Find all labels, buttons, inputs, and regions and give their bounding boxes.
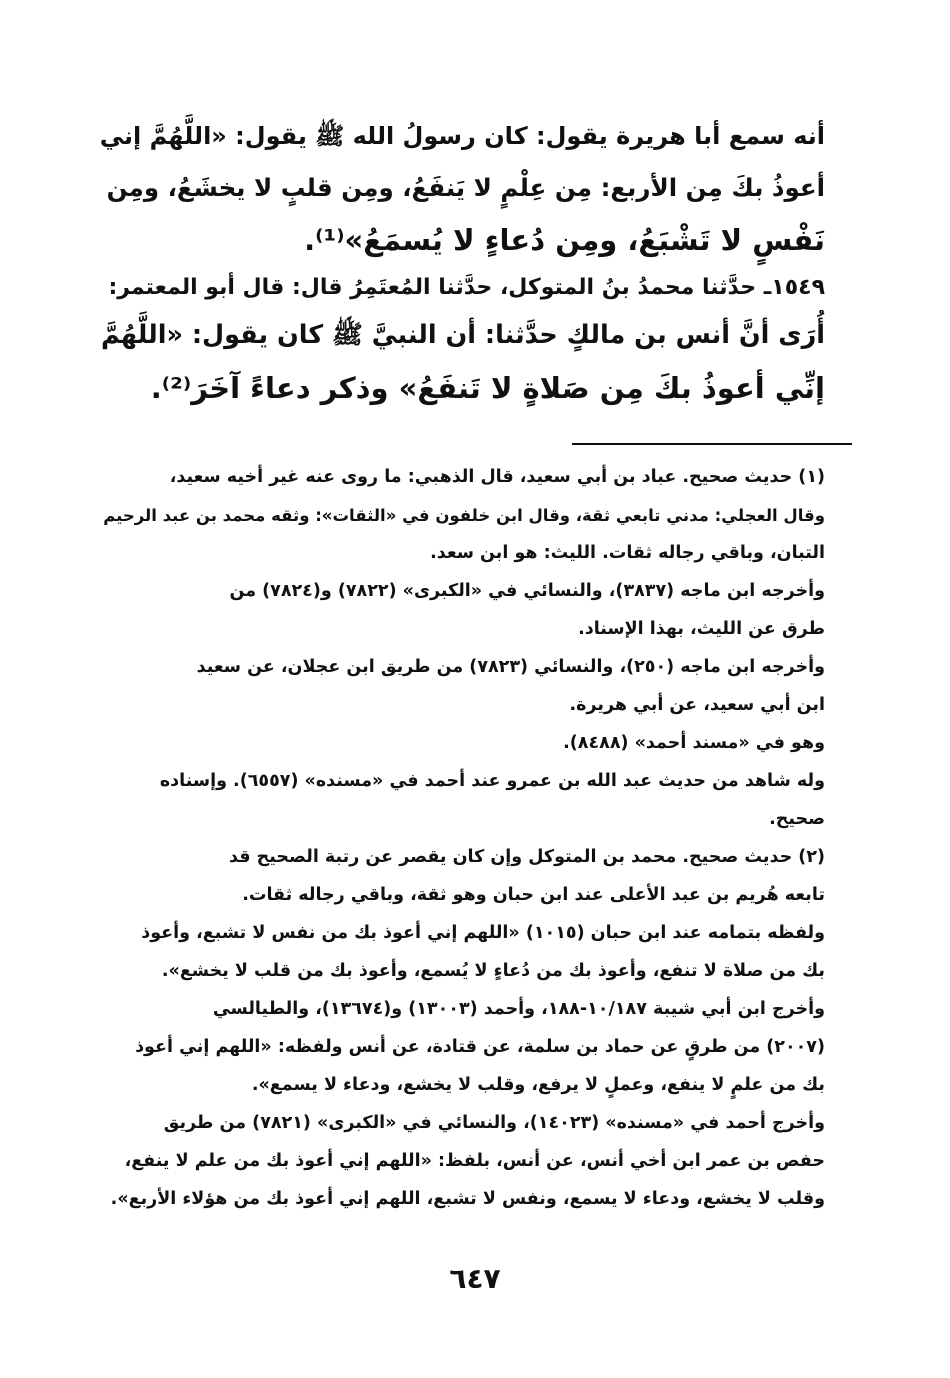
main-text-line: أُرَى أنَّ أنس بن مالكٍ حدَّثنا: أن النبيَّ ﷺ كان يقول: «اللَّهُمَّ <box>100 320 825 351</box>
page-number: ٦٤٧ <box>449 1262 501 1295</box>
hadith-isnad-line: ١٥٤٩ـ حدَّثنا محمدُ بنُ المتوكل، حدَّثنا المُعتَمِرُ قال: قال أبو المعتمر: <box>108 275 825 300</box>
footnote-line: (٢) حديث صحيح. محمد بن المتوكل وإن كان يقصر عن رتبة الصحيح قد <box>228 847 825 867</box>
footnote-line: بك من صلاة لا تنفع، وأعوذ بك من دُعاءٍ لا يُسمع، وأعوذ بك من قلب لا يخشع». <box>161 961 825 981</box>
main-hadith-text <box>100 110 825 414</box>
footnote-line: وأخرج ابن أبي شيبة ١٠/١٨٧-١٨٨، وأحمد (١٣٠٠٣) و(١٣٦٧٤)، والطيالسي <box>212 999 825 1019</box>
footnote-line: تابعه هُريم بن عبد الأعلى عند ابن حبان وهو ثقة، وباقي رجاله ثقات. <box>242 885 825 905</box>
footnote-line: بك من علمٍ لا ينفع، وعملٍ لا يرفع، وقلب لا يخشع، ودعاء لا يسمع». <box>251 1075 825 1095</box>
footnote-line: ابن أبي سعيد، عن أبي هريرة. <box>569 695 825 715</box>
footnote-line: التبان، وباقي رجاله ثقات. الليث: هو ابن سعد. <box>430 543 825 563</box>
footnote-line: (٢٠٠٧) من طرقٍ عن حماد بن سلمة، عن قتادة، عن أنس ولفظه: «اللهم إني أعوذ <box>135 1037 825 1057</box>
footnote-line: وأخرج أحمد في «مسنده» (١٤٠٢٣)، والنسائي في «الكبرى» (٧٨٢١) من طريق <box>163 1113 825 1133</box>
footnote-line: (١) حديث صحيح. عباد بن أبي سعيد، قال الذهبي: ما روى عنه غير أخيه سعيد، <box>169 467 825 487</box>
footnote-line: حفص بن عمر ابن أخي أنس، عن أنس، بلفظ: «اللهم إني أعوذ بك من علم لا ينفع، <box>124 1151 825 1171</box>
footnote-line: طرق عن الليث، بهذا الإسناد. <box>578 619 825 639</box>
main-text-line: نَفْسٍ لا تَشْبَعُ، ومِن دُعاءٍ لا يُسمَعُ»⁽¹⁾. <box>304 222 825 257</box>
footnote-line: وله شاهد من حديث عبد الله بن عمرو عند أحمد في «مسنده» (٦٥٥٧). وإسناده <box>159 771 825 791</box>
main-text-line: أنه سمع أبا هريرة يقول: كان رسولُ الله ﷺ يقول: «اللَّهُمَّ إني <box>100 122 825 150</box>
footnote-line: صحيح. <box>769 809 825 829</box>
footnote-line: ولفظه بتمامه عند ابن حبان (١٠١٥) «اللهم إني أعوذ بك من نفس لا تشبع، وأعوذ <box>141 923 825 943</box>
footnotes <box>100 458 825 1218</box>
footnote-line: وقلب لا يخشع، ودعاء لا يسمع، ونفس لا تشبع، اللهم إني أعوذ بك من هؤلاء الأربع». <box>110 1189 825 1209</box>
footnote-divider <box>572 443 852 445</box>
footnote-line: وقال العجلي: مدني تابعي ثقة، وقال ابن خلفون في «الثقات»: وثقه محمد بن عبد الرحيم <box>103 505 825 525</box>
main-text-line: إنِّي أعوذُ بكَ مِن صَلاةٍ لا تَنفَعُ» وذكر دعاءً آخَرَ⁽²⁾. <box>150 370 825 405</box>
footnote-line: وأخرجه ابن ماجه (٢٥٠)، والنسائي (٧٨٢٣) من طريق ابن عجلان، عن سعيد <box>196 657 825 677</box>
main-text-line: أعوذُ بكَ مِن الأربع: مِن عِلْمٍ لا يَنفَعُ، ومِن قلبٍ لا يخشَعُ، ومِن <box>106 172 825 202</box>
footnote-line: وهو في «مسند أحمد» (٨٤٨٨). <box>563 733 825 753</box>
footnote-line: وأخرجه ابن ماجه (٣٨٣٧)، والنسائي في «الكبرى» (٧٨٢٢) و(٧٨٢٤) من <box>229 581 825 601</box>
